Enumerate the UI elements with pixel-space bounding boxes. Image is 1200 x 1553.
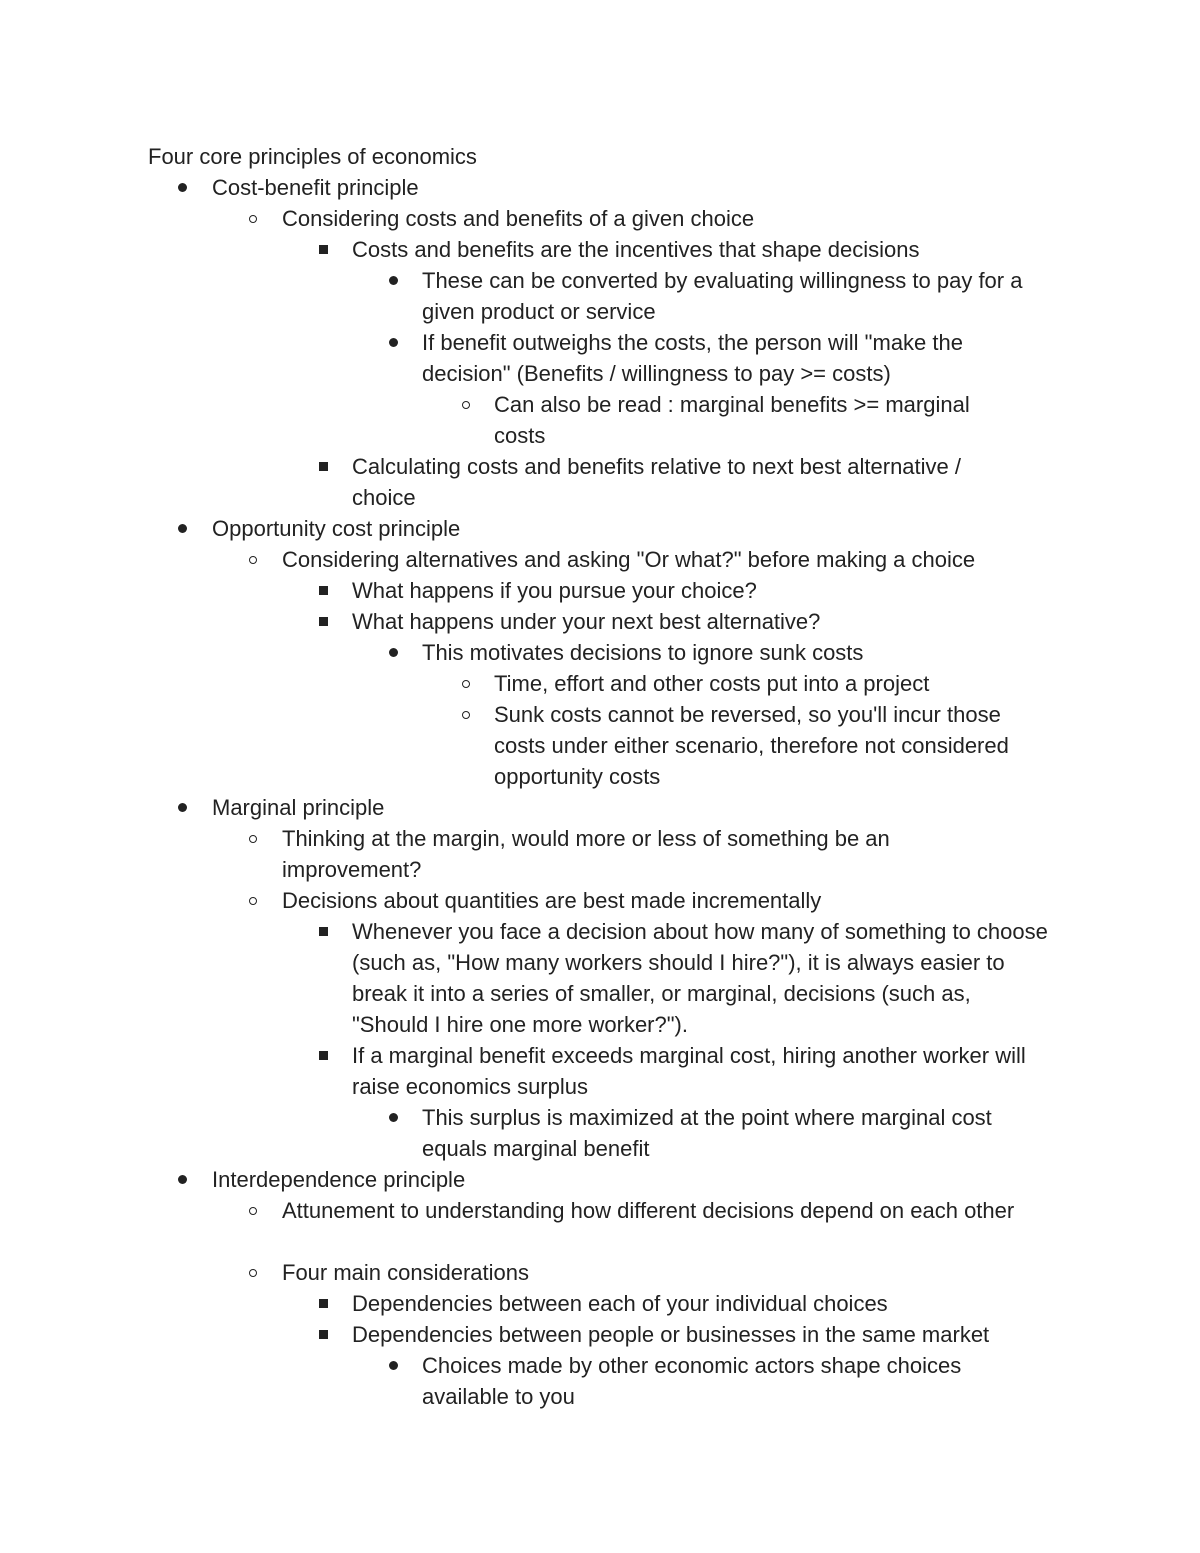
- list-item-text: Dependencies between people or businesses in the same market: [352, 1322, 990, 1347]
- disc-bullet-icon: [172, 792, 192, 823]
- square-bullet-icon: [313, 1319, 333, 1350]
- list-item: [282, 203, 1052, 234]
- disc-bullet-icon: [383, 327, 403, 358]
- disc-bullet-icon: [172, 172, 192, 203]
- square-bullet-icon: [313, 916, 333, 947]
- list-item-text: Can also be read : marginal benefits >= marginal costs: [494, 392, 970, 448]
- list-item-text: Costs and benefits are the incentives that shape decisions: [352, 237, 920, 262]
- list-item: [282, 1257, 1052, 1288]
- list-item: [422, 265, 1052, 327]
- list-item: [352, 1288, 1052, 1319]
- list-item-text: Considering costs and benefits of a given choice: [282, 206, 755, 231]
- circle-bullet-icon: [243, 885, 263, 916]
- disc-bullet-icon: [172, 513, 192, 544]
- list-item: [494, 699, 1054, 792]
- list-item: [212, 1164, 1052, 1195]
- list-item: [352, 916, 1052, 1040]
- circle-bullet-icon: [243, 203, 263, 234]
- list-item: [212, 172, 1052, 203]
- circle-bullet-icon: [243, 823, 263, 854]
- disc-bullet-icon: [383, 1350, 403, 1381]
- list-item-text: Calculating costs and benefits relative to next best alternative / choice: [352, 454, 962, 510]
- square-bullet-icon: [313, 451, 333, 482]
- square-bullet-icon: [313, 1288, 333, 1319]
- list-item-text: Whenever you face a decision about how many of something to choose (such as, "How many workers should I hire?"), it is always easier to break it into a series of smaller, or marginal, decisions (such as, "Should I hire one more worker?").: [352, 919, 1048, 1037]
- list-item-text: This motivates decisions to ignore sunk costs: [422, 640, 864, 665]
- disc-bullet-icon: [383, 1102, 403, 1133]
- list-item: [352, 234, 1052, 265]
- square-bullet-icon: [313, 575, 333, 606]
- list-item-text: Four main considerations: [282, 1260, 530, 1285]
- list-item-text: Dependencies between each of your individual choices: [352, 1291, 888, 1316]
- list-item-text: What happens under your next best alternative?: [352, 609, 821, 634]
- list-item-text: If benefit outweighs the costs, the person will "make the decision" (Benefits / willingness to pay >= costs): [422, 330, 963, 386]
- list-item-text: Interdependence principle: [212, 1167, 466, 1192]
- list-item: [422, 1350, 1052, 1412]
- circle-bullet-icon: [243, 1195, 263, 1226]
- circle-bullet-icon: [243, 1257, 263, 1288]
- list-item-text: Time, effort and other costs put into a project: [494, 671, 930, 696]
- disc-bullet-icon: [383, 637, 403, 668]
- list-item: [352, 451, 1017, 513]
- list-item-text: Sunk costs cannot be reversed, so you'll incur those costs under either scenario, therefore not considered opportunity costs: [494, 702, 1009, 789]
- list-item: [494, 668, 1054, 699]
- list-item-text: Cost-benefit principle: [212, 175, 419, 200]
- list-item: [212, 792, 1052, 823]
- square-bullet-icon: [313, 606, 333, 637]
- disc-bullet-icon: [172, 1164, 192, 1195]
- circle-bullet-icon: [456, 699, 476, 730]
- list-item: [422, 1102, 1052, 1164]
- list-item-text: These can be converted by evaluating willingness to pay for a given product or service: [422, 268, 1023, 324]
- list-item-text: Decisions about quantities are best made incrementally: [282, 888, 822, 913]
- circle-bullet-icon: [456, 668, 476, 699]
- list-item: [422, 637, 1052, 668]
- list-item-text: What happens if you pursue your choice?: [352, 578, 757, 603]
- list-item-text: Marginal principle: [212, 795, 385, 820]
- circle-bullet-icon: [243, 544, 263, 575]
- square-bullet-icon: [313, 1040, 333, 1071]
- list-item: [352, 1319, 1052, 1350]
- list-item: [352, 1040, 1052, 1102]
- list-item: [352, 575, 1052, 606]
- disc-bullet-icon: [383, 265, 403, 296]
- list-item: [282, 1195, 1022, 1226]
- list-item: [422, 327, 1052, 389]
- list-item-text: This surplus is maximized at the point where marginal cost equals marginal benefit: [422, 1105, 992, 1161]
- circle-bullet-icon: [456, 389, 476, 420]
- list-item-text: Considering alternatives and asking "Or what?" before making a choice: [282, 547, 976, 572]
- list-item-text: Attunement to understanding how different decisions depend on each other: [282, 1198, 1015, 1223]
- list-item: [352, 606, 1052, 637]
- list-item-text: If a marginal benefit exceeds marginal cost, hiring another worker will raise economics surplus: [352, 1043, 1026, 1099]
- square-bullet-icon: [313, 234, 333, 265]
- list-item: [282, 885, 1052, 916]
- list-item-text: Choices made by other economic actors shape choices available to you: [422, 1353, 962, 1409]
- document-title: Four core principles of economics: [148, 144, 477, 169]
- list-item: [282, 823, 982, 885]
- list-item-text: Thinking at the margin, would more or less of something be an improvement?: [282, 826, 890, 882]
- list-item-text: Opportunity cost principle: [212, 516, 461, 541]
- list-item: [282, 544, 1052, 575]
- list-item: [212, 513, 1052, 544]
- list-item: [494, 389, 1014, 451]
